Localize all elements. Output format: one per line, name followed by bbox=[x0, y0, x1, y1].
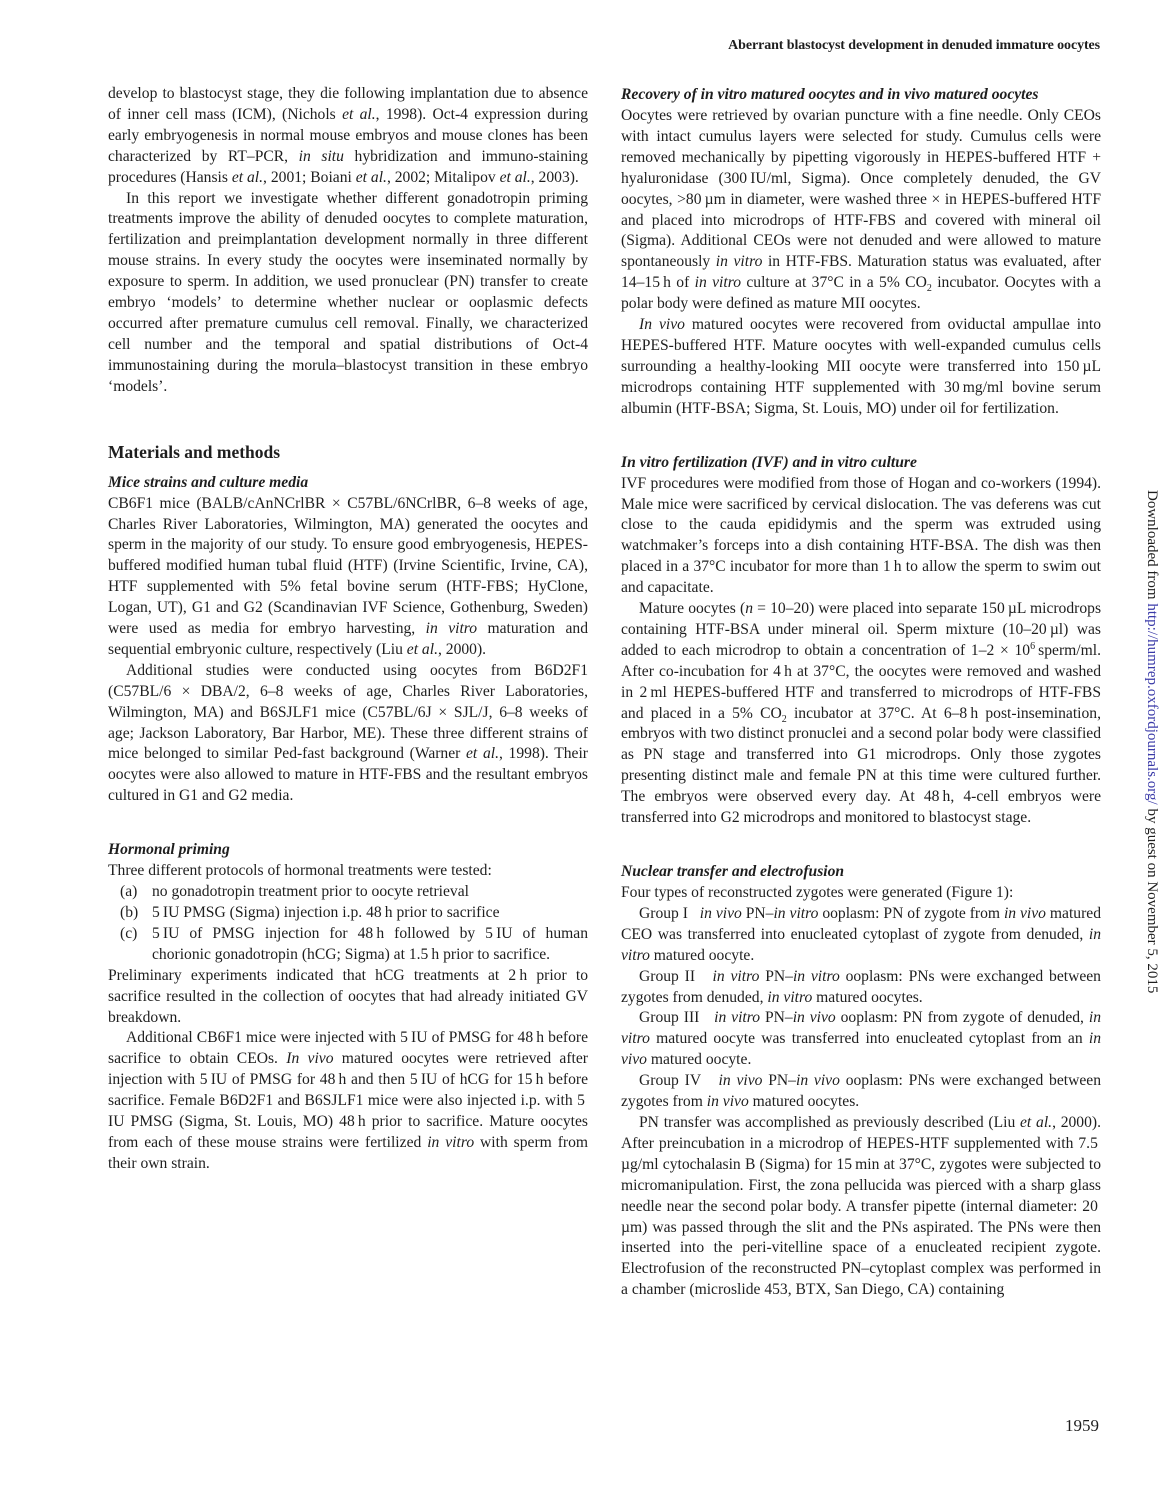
text-run-italic: in vitro bbox=[792, 967, 840, 985]
text-run: matured oocytes were retrieved after injection with 5 IU of PMSG for 48 h and then 5 IU of hCG for 15 h before sacrifice. Female B6D2F1 and B6SJLF1 mice were also injected i.p. with 5 IU PMSG (Sigma, St. Louis, MO) 48 h prior to sacrifice. Mature oocytes from each of these mouse strains were fertilized bbox=[108, 1050, 588, 1151]
text-run: culture at 37°C in a 5% CO bbox=[741, 274, 927, 292]
stamp-suffix: by guest on November 5, 2015 bbox=[1144, 804, 1160, 994]
text-run-italic: in vitro bbox=[767, 988, 813, 1006]
ivf-paragraph-2 bbox=[621, 599, 1101, 829]
text-run: PN– bbox=[762, 1072, 796, 1090]
text-run-italic: in vivo bbox=[706, 1093, 749, 1111]
subsection-heading-nuclear-transfer: Nuclear transfer and electrofusion bbox=[621, 863, 845, 880]
hormonal-protocol-list bbox=[108, 882, 588, 966]
text-run-italic: et al. bbox=[1020, 1113, 1053, 1131]
text-run-italic: et al. bbox=[355, 168, 387, 186]
list-item bbox=[108, 924, 588, 966]
text-run-italic: in situ bbox=[298, 147, 344, 165]
text-run-italic: et al. bbox=[499, 168, 531, 186]
text-run: Oocytes were retrieved by ovarian puncture with a fine needle. Only CEOs with intact cumulus layers were selected for study. Cumulus cells were removed mechanically by pipetting vigorously in HEPES-buffered HTF + hyaluronidase (300 IU/ml, Sigma). Once completely denuded, the GV oocytes, >80 µm in diameter, were washed three × in HEPES-buffered HTF and placed into microdrops of HTF-FBS and covered with mineral oil (Sigma). Additional CEOs were not denuded and were allowed to mature spontaneously bbox=[621, 107, 1101, 271]
text-run: matured oocyte. bbox=[646, 1051, 752, 1069]
subsection-heading-ivf: In vitro fertilization (IVF) and in vitro culture bbox=[621, 453, 917, 471]
text-run-italic: In vivo bbox=[639, 316, 685, 334]
text-run-italic: In vivo bbox=[286, 1050, 334, 1068]
text-run-italic: et al. bbox=[342, 105, 376, 123]
page-number: 1959 bbox=[1065, 1416, 1099, 1435]
running-head: Aberrant blastocyst development in denuded immature oocytes bbox=[728, 38, 1100, 53]
list-item bbox=[108, 903, 588, 924]
list-item-label: (a) bbox=[120, 883, 138, 901]
hormonal-intro: Three different protocols of hormonal treatments were tested: bbox=[108, 862, 492, 880]
text-run: , 2003). bbox=[530, 168, 579, 186]
list-item-text: 5 IU PMSG (Sigma) injection i.p. 48 h prior to sacrifice bbox=[152, 904, 500, 921]
text-run-italic: in vitro bbox=[694, 274, 741, 292]
text-run: PN transfer was accomplished as previously described (Liu bbox=[639, 1113, 1021, 1131]
group-label: Group III bbox=[639, 1009, 700, 1027]
text-run: matured CEO was transferred into enucleated cytoplast of zygote from denuded, bbox=[621, 904, 1102, 943]
nuclear-intro: Four types of reconstructed zygotes were generated (Figure 1): bbox=[621, 884, 1014, 901]
text-run-italic: in vivo bbox=[718, 1072, 763, 1090]
subscript: 2 bbox=[926, 283, 932, 295]
text-run-italic: in vitro bbox=[427, 1133, 475, 1151]
text-run: matured oocyte was transferred into enucleated cytoplast from an bbox=[649, 1030, 1089, 1048]
text-run-italic: in vitro bbox=[425, 620, 478, 638]
group-paragraph bbox=[621, 1071, 1101, 1113]
mice-paragraph-1 bbox=[108, 494, 588, 661]
text-run: hybridization and immuno-staining procedures (Hansis bbox=[108, 147, 588, 186]
text-run: develop to blastocyst stage, they die following implantation due to absence of inner cell mass (ICM), (Nichols bbox=[108, 85, 588, 123]
text-run: PN– bbox=[741, 904, 774, 922]
subsection-heading-recovery: Recovery of in vitro matured oocytes and in vivo matured oocytes bbox=[621, 86, 1039, 103]
superscript: 6 bbox=[1030, 640, 1036, 652]
stamp-prefix: Downloaded from bbox=[1144, 490, 1160, 604]
text-run: Mature oocytes ( bbox=[639, 600, 746, 618]
recovery-paragraph-2 bbox=[621, 315, 1101, 420]
text-run-italic: n bbox=[745, 600, 753, 618]
text-run-italic: in vivo bbox=[795, 1072, 840, 1090]
text-run-italic: in vitro bbox=[714, 1009, 761, 1027]
text-run: matured oocytes. bbox=[812, 988, 923, 1006]
text-run: , 2000). bbox=[437, 640, 487, 658]
list-item-text: 5 IU of PMSG injection for 48 h followed by 5 IU of human chorionic gonadotropin (hCG; Sigma) at 1.5 h prior to sacrifice. bbox=[152, 924, 588, 963]
text-run: ooplasm: PNs were exchanged between zygotes from denuded, bbox=[621, 967, 1101, 1006]
text-run-italic: et al. bbox=[231, 168, 264, 186]
intro-paragraph-1 bbox=[108, 84, 588, 189]
text-run-italic: in vitro bbox=[715, 253, 763, 271]
group-paragraph bbox=[621, 1008, 1101, 1071]
download-stamp-text bbox=[1143, 490, 1160, 1020]
text-run: PN– bbox=[760, 1009, 793, 1027]
text-run: , 2001; Boiani bbox=[263, 168, 356, 186]
text-run: = 10–20) were placed into separate 150 µL microdrops containing HTF-BSA under mineral oil. Sperm mixture (10–20 µl) was added to each microdrop to obtain a concentration of 1–2 × 10 bbox=[621, 600, 1102, 659]
hormonal-paragraph-1: Preliminary experiments indicated that hCG treatments at 2 h prior to sacrifice resulted in the collection of oocytes that had already initiated GV breakdown. bbox=[108, 966, 588, 1026]
text-run: Additional CB6F1 mice were injected with 5 IU of PMSG for 48 h before sacrifice to obtain CEOs. bbox=[108, 1029, 588, 1068]
group-paragraph bbox=[621, 967, 1101, 1009]
text-run: matured oocytes. bbox=[748, 1093, 860, 1111]
subscript: 2 bbox=[781, 713, 787, 725]
text-run-italic: et al. bbox=[406, 640, 438, 658]
subsection-heading-mice: Mice strains and culture media bbox=[108, 473, 309, 491]
text-run-italic: in vivo bbox=[699, 904, 742, 922]
list-item-label: (b) bbox=[120, 904, 139, 921]
group-label: Group II bbox=[639, 967, 696, 985]
left-column bbox=[108, 84, 588, 1175]
group-label: Group I bbox=[639, 904, 688, 922]
text-run: matured oocytes were recovered from oviductal ampullae into HEPES-buffered HTF. Mature oocytes with well-expanded cumulus cells surrounding a healthy-looking MII oocyte were transferred into 150 µL microdrops containing HTF supplemented with 30 mg/ml bovine serum albumin (HTF-BSA; Sigma, St. Louis, MO) under oil for fertilization. bbox=[621, 316, 1101, 417]
journal-link[interactable]: http://humrep.oxfordjournals.org/ bbox=[1144, 603, 1160, 805]
list-item-label: (c) bbox=[120, 924, 138, 942]
text-run: , 1998). Their oocytes were also allowed to mature in HTF-FBS and the resultant embryos cultured in G1 and G2 media. bbox=[108, 745, 588, 805]
text-run: ooplasm: PNs were exchanged between zygotes from bbox=[621, 1072, 1102, 1111]
section-title-materials-methods: Materials and methods bbox=[108, 441, 281, 462]
text-run: incubator at 37°C. At 6–8 h post-insemination, embryos with two distinct pronuclei and a second polar body were classified as PN stage and transferred into G1 microdrops. Only those zygotes presenting distinct male and female PN at this time were cultured further. The embryos were observed every day. At 48 h, 4-cell embryos were transferred into G2 microdrops and monitored to blastocyst stage. bbox=[621, 704, 1101, 827]
subsection-heading-hormonal: Hormonal priming bbox=[108, 841, 230, 859]
text-run-italic: et al. bbox=[466, 745, 499, 763]
text-run-italic: in vitro bbox=[773, 904, 819, 922]
download-stamp bbox=[1138, 490, 1160, 1020]
text-run-italic: in vitro bbox=[621, 1009, 1101, 1048]
text-run: sperm/ml. After co-incubation for 4 h at 37°C, the oocytes were removed and washed in 2 ml HEPES-buffered HTF and transferred to microdrops of HTF-FBS and placed in a 5% CO bbox=[621, 641, 1101, 722]
right-column bbox=[621, 84, 1101, 1301]
hormonal-paragraph-2 bbox=[108, 1028, 588, 1174]
text-run: , 2000). After preincubation in a microdrop of HEPES-HTF supplemented with 7.5 µg/ml cytochalasin B (Sigma) for 15 min at 37°C, zygotes were subjected to micromanipulation. First, the zona pellucida was pierced with a sharp glass needle near the second polar body. A transfer pipette (internal diameter: 20 µm) was passed through the slit and the PNs aspirated. The PNs were then inserted into the peri-vitelline space of a enucleated recipient zygote. Electrofusion of the reconstructed PN–cytoplast complex was performed in a chamber (microslide 453, BTX, San Diego, CA) containing bbox=[621, 1113, 1101, 1299]
pn-transfer-paragraph bbox=[621, 1113, 1101, 1301]
text-run: incubator. Oocytes with a polar body were defined as mature MII oocytes. bbox=[621, 274, 1101, 313]
text-run-italic: in vivo bbox=[621, 1030, 1101, 1069]
text-run-italic: in vitro bbox=[621, 925, 1101, 964]
text-run-italic: in vitro bbox=[712, 967, 760, 985]
text-run-italic: in vivo bbox=[1003, 904, 1046, 922]
text-run: PN– bbox=[759, 967, 793, 985]
mice-paragraph-2 bbox=[108, 661, 588, 807]
list-item bbox=[108, 882, 588, 903]
text-run: Additional studies were conducted using oocytes from B6D2F1 (C57BL/6 × DBA/2, 6–8 weeks of age, Charles River Laboratories, Wilmington, MA) and B6SJLF1 mice (C57BL/6J × SJL/J, 6–8 weeks of age; Jackson Laboratory, Bar Harbor, ME). These three different strains of mice belonged to similar Ped-fast background (Warner bbox=[108, 661, 588, 763]
text-run: , 2002; Mitalipov bbox=[386, 168, 500, 186]
ivf-paragraph-1: IVF procedures were modified from those of Hogan and co-workers (1994). Male mice were sacrificed by cervical dislocation. The vas deferens was cut close to the cauda epididymis and the sperm was extruded using watchmaker’s forceps into a dish containing HTF-BSA. The dish was then placed in a 37°C incubator for more than 1 h to allow the sperm to swim out and capacitate. bbox=[621, 474, 1101, 597]
text-run: maturation and sequential embryonic culture, respectively (Liu bbox=[108, 620, 588, 658]
text-run: in HTF-FBS. Maturation status was evaluated, after 14–15 h of bbox=[621, 253, 1102, 292]
text-run: matured oocyte. bbox=[649, 946, 755, 964]
list-item-text: no gonadotropin treatment prior to oocyte retrieval bbox=[152, 883, 469, 901]
text-run: , 1998). Oct-4 expression during early embryogenesis in normal mouse embryos and mouse clones has been characterized by RT–PCR, bbox=[108, 105, 589, 165]
text-run-italic: in vivo bbox=[792, 1009, 836, 1027]
group-paragraph bbox=[621, 904, 1101, 967]
group-label: Group IV bbox=[639, 1072, 702, 1090]
recovery-paragraph-1 bbox=[621, 106, 1101, 315]
text-run: ooplasm: PN of zygote from bbox=[818, 904, 1004, 922]
text-run: ooplasm: PN from zygote of denuded, bbox=[835, 1009, 1089, 1027]
text-run: with sperm from their own strain. bbox=[108, 1133, 589, 1172]
intro-paragraph-2: In this report we investigate whether different gonadotropin priming treatments improve the ability of denuded oocytes to complete maturation, fertilization and preimplantation development normally in three different mouse strains. In every study the oocytes were inseminated normally by exposure to sperm. In addition, we used pronuclear (PN) transfer to create embryo ‘models’ to determine whether nuclear or ooplasmic defects occurred after premature cumulus cell removal. Finally, we characterized cell number and the temporal and spatial distributions of Oct-4 immunostaining during the morula–blastocyst transition in these embryo ‘models’. bbox=[108, 189, 588, 395]
text-run: CB6F1 mice (BALB/cAnNCrlBR × C57BL/6NCrlBR, 6–8 weeks of age, Charles River Laboratories, Wilmington, MA) generated the oocytes and sperm in the majority of our study. To ensure good embryogenesis, HEPES-buffered modified human tubal fluid (HTF) (Irvine Scientific, Irvine, CA), HTF supplemented with 5% fetal bovine serum (HTF-FBS; HyClone, Logan, UT), G1 and G2 (Scandinavian IVF Science, Gothenburg, Sweden) were used as media for embryo harvesting, bbox=[108, 494, 588, 638]
